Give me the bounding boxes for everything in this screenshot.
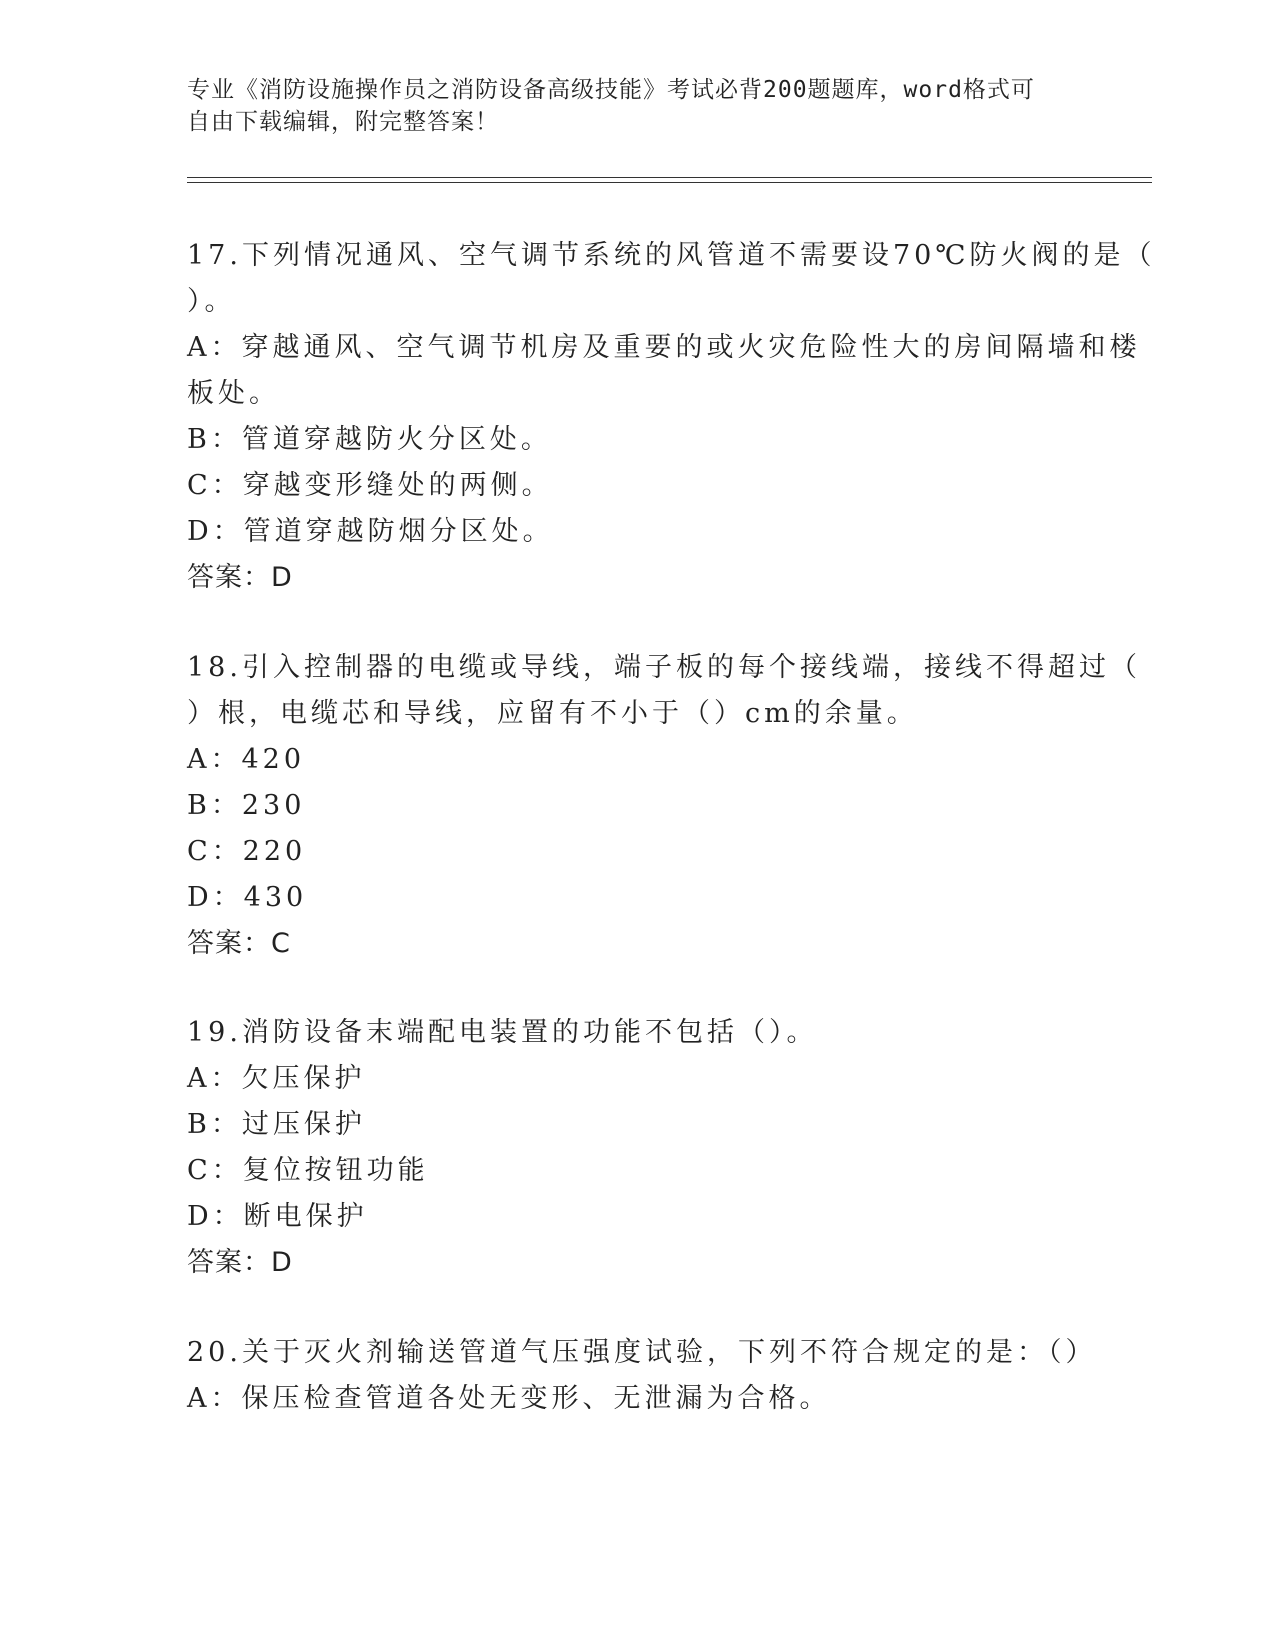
answer: 答案：C xyxy=(187,928,291,959)
option-a: A：保压检查管道各处无变形、无泄漏为合格。 xyxy=(187,1383,831,1414)
answer: 答案：D xyxy=(187,1247,293,1278)
question-stem: ）根，电缆芯和导线，应留有不小于（）cm的余量。 xyxy=(187,698,918,729)
question-20 xyxy=(187,1330,1097,1422)
option-a: A：420 xyxy=(187,744,306,775)
option-b: B：管道穿越防火分区处。 xyxy=(187,424,552,455)
option-a-continued: 板处。 xyxy=(187,378,280,409)
question-stem: 18.引入控制器的电缆或导线，端子板的每个接线端，接线不得超过（ xyxy=(187,652,1141,683)
question-19 xyxy=(187,1010,1087,1286)
option-b: B：230 xyxy=(187,790,306,821)
header-line-1: 专业《消防设施操作员之消防设备高级技能》考试必背200题题库，word格式可 xyxy=(187,77,1035,103)
header-divider-top xyxy=(187,177,1152,178)
option-d: D：断电保护 xyxy=(187,1201,368,1232)
option-b: B：过压保护 xyxy=(187,1109,366,1140)
option-a: A：穿越通风、空气调节机房及重要的或火灾危险性大的房间隔墙和楼 xyxy=(187,332,1141,363)
header-line-2: 自由下载编辑，附完整答案！ xyxy=(187,109,499,135)
question-stem: ）。 xyxy=(187,286,236,317)
option-d: D：430 xyxy=(187,882,308,913)
header-divider-bottom xyxy=(187,182,1152,183)
question-stem: 19.消防设备末端配电装置的功能不包括（）。 xyxy=(187,1017,818,1048)
option-c: C：220 xyxy=(187,836,307,867)
option-c: C：穿越变形缝处的两侧。 xyxy=(187,470,553,501)
question-17 xyxy=(187,233,1156,601)
question-stem: 17.下列情况通风、空气调节系统的风管道不需要设70℃防火阀的是（ xyxy=(187,240,1156,271)
option-d: D：管道穿越防烟分区处。 xyxy=(187,516,554,547)
option-a: A：欠压保护 xyxy=(187,1063,366,1094)
question-18 xyxy=(187,645,1141,967)
option-c: C：复位按钮功能 xyxy=(187,1155,429,1186)
answer: 答案：D xyxy=(187,562,293,593)
question-stem: 20.关于灭火剂输送管道气压强度试验，下列不符合规定的是：（） xyxy=(187,1337,1097,1368)
document-header xyxy=(187,74,1067,138)
